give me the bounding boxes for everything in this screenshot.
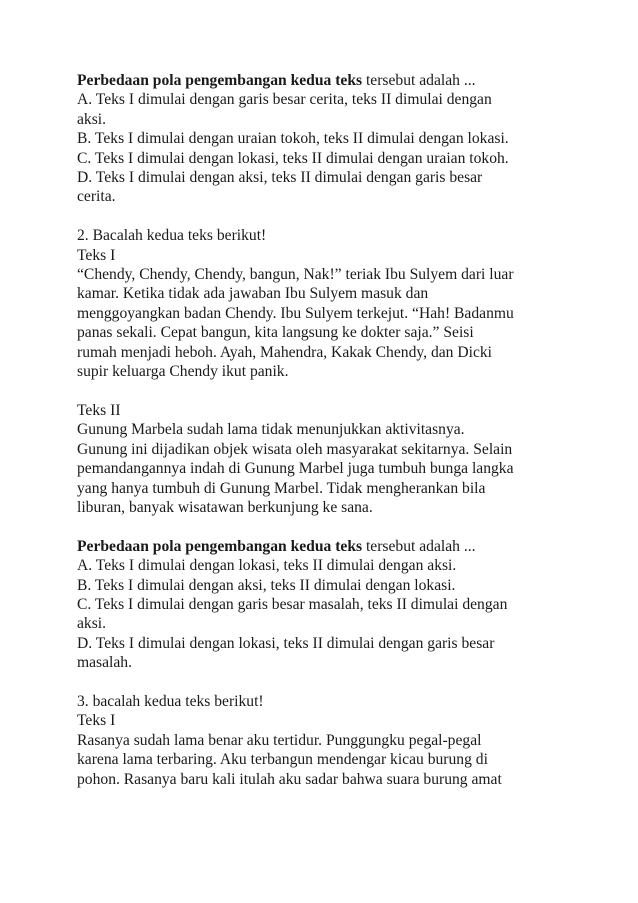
text-2-line: liburan, banyak wisatawan berkunjung ke sana. (77, 498, 373, 516)
option-a-line-2: aksi. (77, 110, 107, 128)
option-d-line-2: masalah. (77, 654, 132, 672)
option-a-line-1: A. Teks I dimulai dengan garis besar cerita, teks II dimulai dengan (77, 91, 492, 109)
text-1-line: supir keluarga Chendy ikut panik. (77, 363, 289, 381)
text-1-line: “Chendy, Chendy, Chendy, bangun, Nak!” teriak Ibu Sulyem dari luar (77, 266, 514, 284)
text-2-line: Gunung ini dijadikan objek wisata oleh masyarakat sekitarnya. Selain (77, 440, 513, 458)
text-1-line: kamar. Ketika tidak ada jawaban Ibu Sulyem masuk dan (77, 285, 429, 303)
text-3-line: Rasanya sudah lama benar aku tertidur. Punggungku pegal-pegal (77, 731, 482, 749)
text-3-line: pohon. Rasanya baru kali itulah aku sadar bahwa suara burung amat (77, 770, 502, 788)
text-2-line: pemandangannya indah di Gunung Marbel juga tumbuh bunga langka (77, 460, 514, 478)
option-b-line-1: B. Teks I dimulai dengan uraian tokoh, teks II dimulai dengan lokasi. (77, 130, 509, 148)
text-2-line: Gunung Marbela sudah lama tidak menunjukkan aktivitasnya. (77, 421, 465, 439)
option-d-line-1: D. Teks I dimulai dengan aksi, teks II dimulai dengan garis besar (77, 169, 483, 187)
question-1 (77, 71, 598, 90)
question-2-rest: tersebut adalah ... (362, 537, 476, 555)
section-2-text-1-label: Teks I (77, 246, 116, 264)
section-3-text-1-label: Teks I (77, 712, 116, 730)
option-a-line-1: A. Teks I dimulai dengan lokasi, teks II dimulai dengan aksi. (77, 557, 457, 575)
question-2-bold: Perbedaan pola pengembangan kedua teks (77, 537, 363, 555)
spacer (77, 207, 598, 226)
option-d-line-2: cerita. (77, 188, 116, 206)
section-2-heading: 2. Bacalah kedua teks berikut! (77, 227, 267, 245)
question-1-bold: Perbedaan pola pengembangan kedua teks (77, 72, 363, 89)
option-c-line-1: C. Teks I dimulai dengan garis besar masalah, teks II dimulai dengan (77, 595, 508, 613)
spacer (77, 381, 598, 400)
option-c-line-2: aksi. (77, 615, 107, 633)
text-2-line: yang hanya tumbuh di Gunung Marbel. Tidak mengherankan bila (77, 479, 486, 497)
option-d-line-1: D. Teks I dimulai dengan lokasi, teks II dimulai dengan garis besar (77, 634, 495, 652)
question-1-rest: tersebut adalah ... (362, 72, 476, 89)
text-3-line: karena lama terbaring. Aku terbangun mendengar kicau burung di (77, 751, 488, 769)
question-2 (77, 537, 598, 556)
option-b-line-1: B. Teks I dimulai dengan aksi, teks II dimulai dengan lokasi. (77, 576, 456, 594)
text-1-line: rumah menjadi heboh. Ayah, Mahendra, Kakak Chendy, dan Dicki (77, 343, 493, 361)
option-c-line-1: C. Teks I dimulai dengan lokasi, teks II dimulai dengan uraian tokoh. (77, 149, 509, 167)
spacer (77, 673, 598, 692)
text-1-line: panas sekali. Cepat bangun, kita langsung ke dokter saja.” Seisi (77, 324, 474, 342)
text-1-line: menggoyangkan badan Chendy. Ibu Sulyem terkejut. “Hah! Badanmu (77, 304, 514, 322)
section-2-text-2-label: Teks II (77, 401, 121, 419)
spacer (77, 517, 598, 536)
section-3-heading: 3. bacalah kedua teks berikut! (77, 692, 264, 710)
